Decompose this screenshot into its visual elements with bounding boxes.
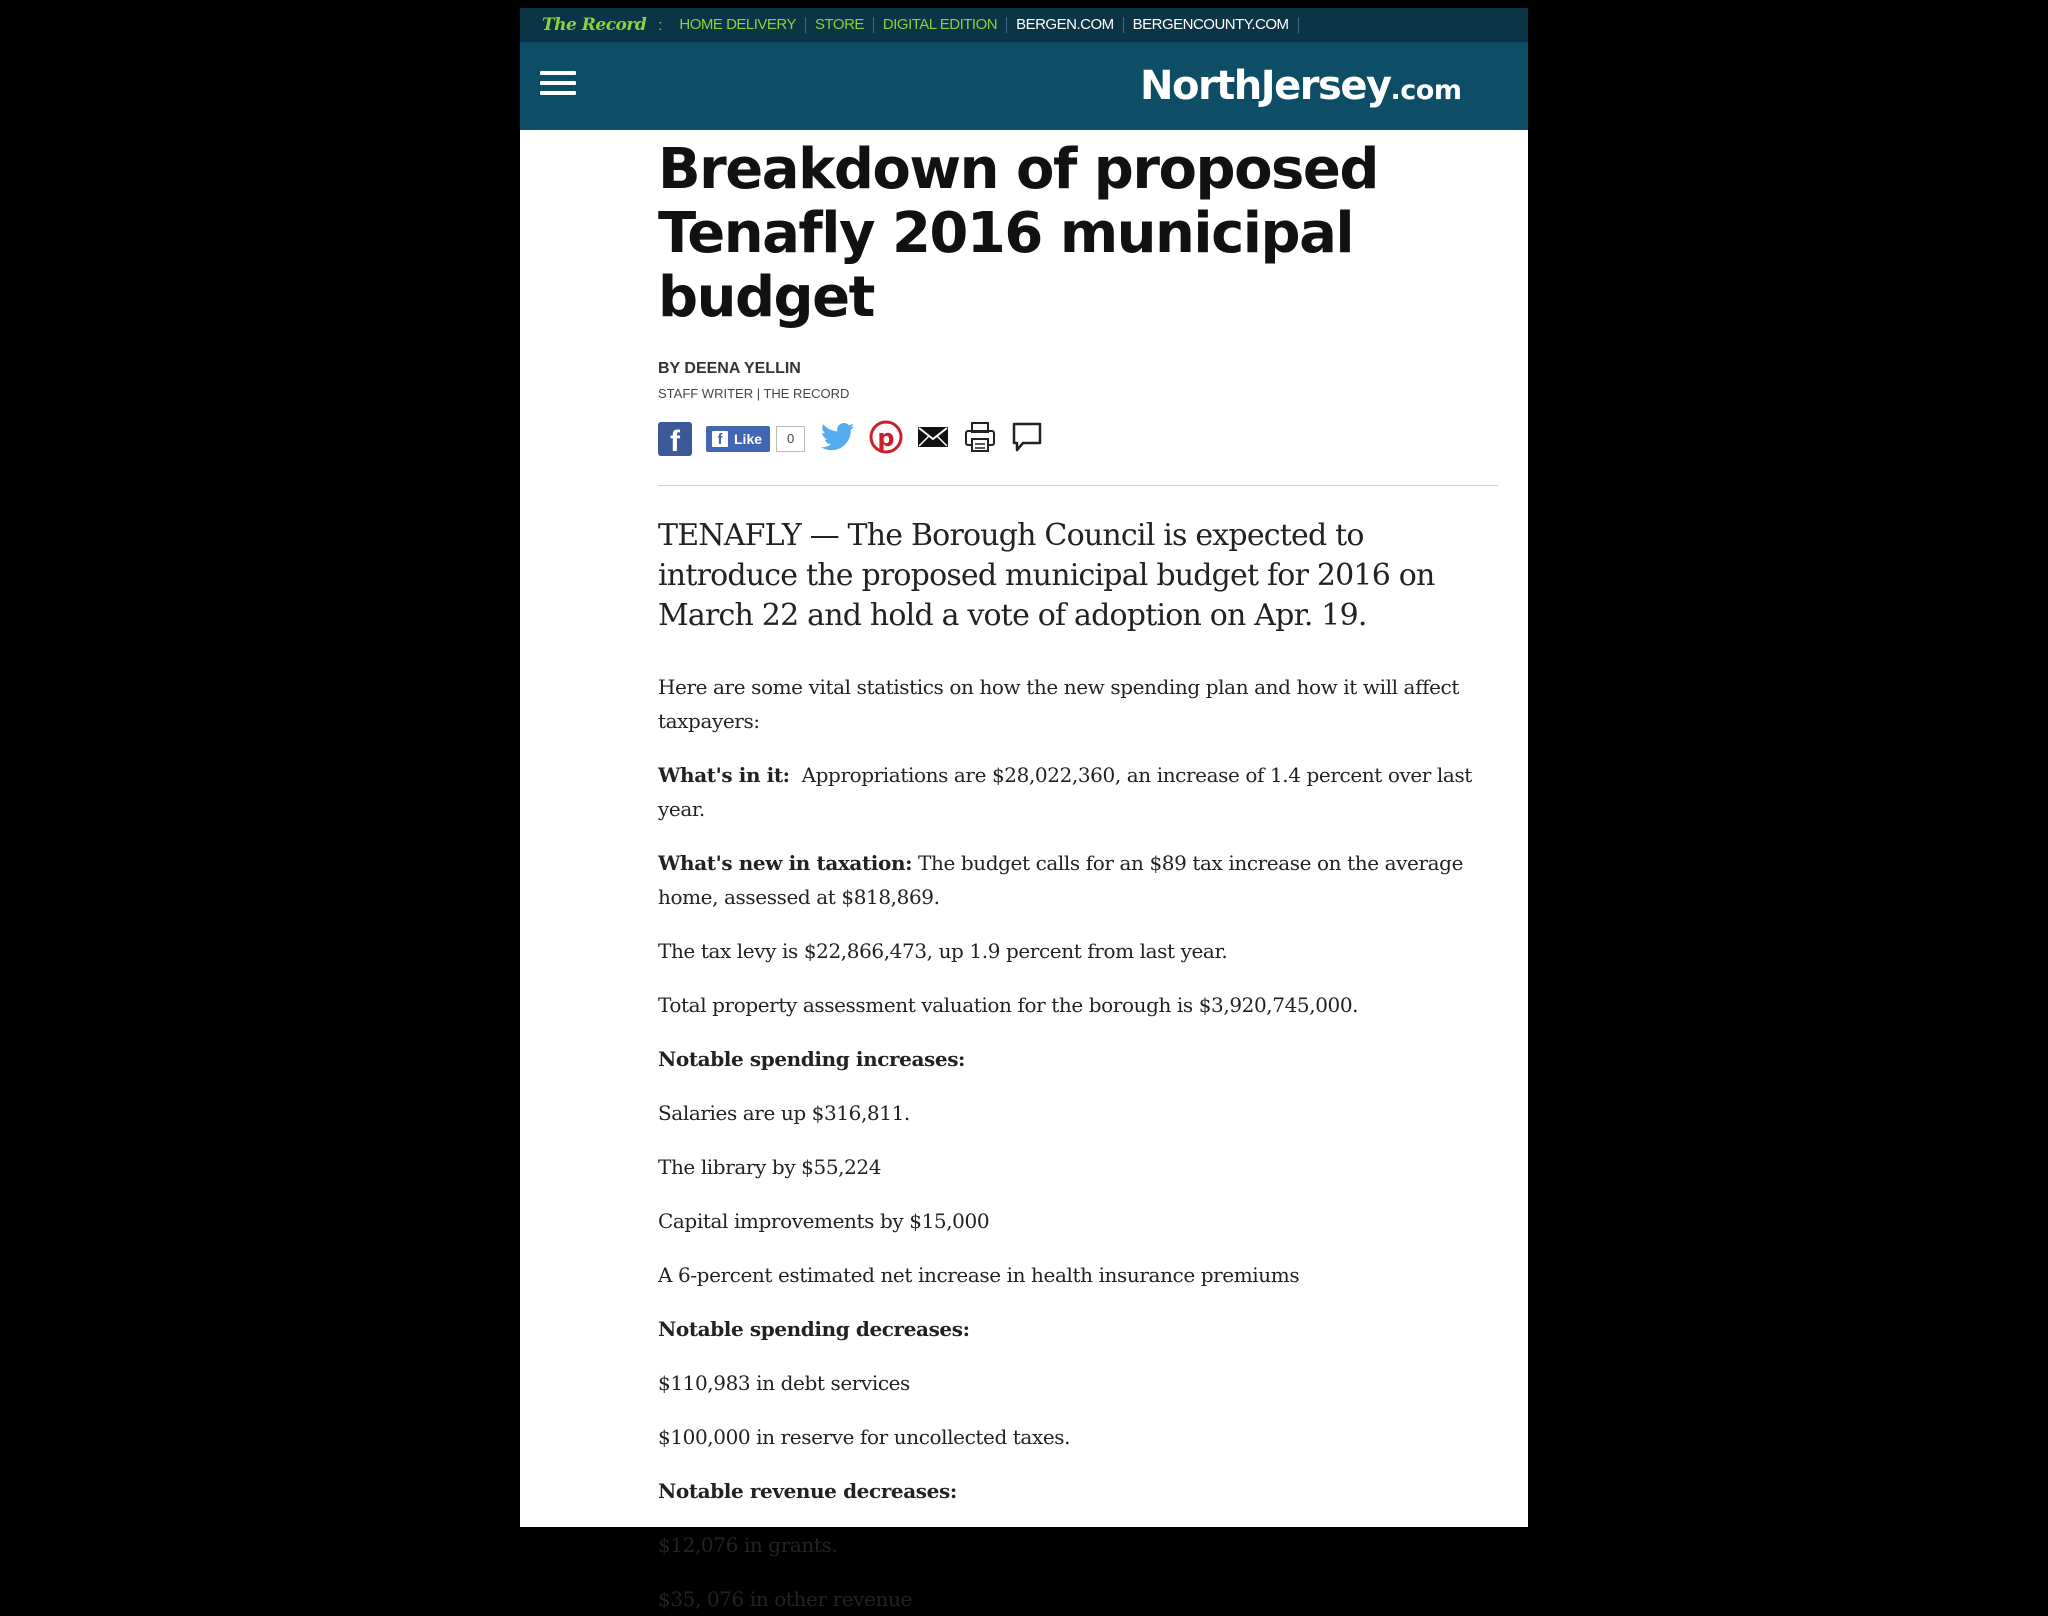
topnav-link-digital-edition[interactable]: DIGITAL EDITION: [874, 17, 1007, 33]
whats-in-it-paragraph: [658, 758, 1498, 826]
list-item: $100,000 in reserve for uncollected taxes.: [658, 1425, 1071, 1449]
top-nav-bar: [520, 8, 1528, 43]
decreases-heading: [658, 1312, 1498, 1346]
twitter-icon[interactable]: [821, 422, 855, 456]
increases-heading-text: Notable spending increases:: [658, 1047, 966, 1071]
revenue-heading-text: Notable revenue decreases:: [658, 1479, 957, 1503]
topnav-link-home-delivery[interactable]: HOME DELIVERY: [670, 17, 806, 33]
share-bar: [658, 421, 1498, 457]
facebook-like-widget: [706, 426, 805, 452]
northjersey-logo[interactable]: [1140, 63, 1461, 109]
pinterest-icon[interactable]: [869, 420, 903, 458]
print-icon[interactable]: [963, 420, 997, 458]
topnav-link-bergen-com[interactable]: BERGEN.COM: [1007, 17, 1124, 33]
article-title: Breakdown of proposed Tenafly 2016 municipal budget: [658, 137, 1378, 330]
list-item: $12,076 in grants.: [658, 1533, 838, 1557]
taxation-label: What's new in taxation:: [658, 851, 913, 875]
article-lede: TENAFLY — The Borough Council is expected to introduce the proposed municipal budget for 2016 on March 22 and hold a vote of adoption on Apr. 19.: [658, 518, 1435, 633]
brand-main: NorthJersey: [1140, 63, 1391, 109]
the-record-logo[interactable]: The Record: [542, 15, 647, 35]
email-icon[interactable]: [917, 425, 949, 453]
list-item: The library by $55,224: [658, 1155, 882, 1179]
tax-levy-paragraph: The tax levy is $22,866,473, up 1.9 percent from last year.: [658, 939, 1228, 963]
intro-paragraph: Here are some vital statistics on how the new spending plan and how it will affect taxpayers:: [658, 675, 1459, 733]
article: [658, 138, 1498, 1616]
list-item: A 6-percent estimated net increase in health insurance premiums: [658, 1263, 1300, 1287]
whats-in-it-label: What's in it:: [658, 763, 790, 787]
taxation-text: The budget calls for an $89 tax increase on the average home, assessed at $818,869.: [658, 851, 1464, 909]
like-count: 0: [776, 426, 805, 452]
increases-heading: [658, 1042, 1498, 1076]
byline-affiliation: STAFF WRITER | THE RECORD: [658, 386, 850, 401]
facebook-icon[interactable]: f: [658, 422, 692, 456]
like-label: Like: [734, 431, 763, 447]
byline[interactable]: BY DEENA YELLIN: [658, 360, 801, 377]
topnav-link-bergencounty-com[interactable]: BERGENCOUNTY.COM: [1124, 17, 1299, 33]
decreases-heading-text: Notable spending decreases:: [658, 1317, 970, 1341]
list-item: Salaries are up $316,811.: [658, 1101, 910, 1125]
divider: [658, 485, 1498, 486]
list-item: $110,983 in debt services: [658, 1371, 910, 1395]
taxation-paragraph: [658, 846, 1498, 914]
list-item: $35, 076 in other revenue: [658, 1587, 912, 1611]
masthead: [520, 43, 1528, 130]
topnav-link-store[interactable]: STORE: [806, 17, 874, 33]
topbar-separator: :: [658, 16, 663, 34]
brand-suffix: .com: [1390, 75, 1462, 106]
hamburger-menu-icon[interactable]: [540, 71, 576, 99]
facebook-f-icon: f: [712, 431, 728, 447]
whats-in-it-text: Appropriations are $28,022,360, an increase of 1.4 percent over last year.: [658, 763, 1472, 821]
facebook-like-button[interactable]: [706, 426, 770, 452]
svg-text:p: p: [877, 424, 895, 452]
revenue-heading: [658, 1474, 1498, 1508]
comment-icon[interactable]: [1011, 421, 1043, 457]
valuation-paragraph: Total property assessment valuation for the borough is $3,920,745,000.: [658, 993, 1359, 1017]
browser-page: [520, 8, 1528, 1611]
list-item: Capital improvements by $15,000: [658, 1209, 990, 1233]
